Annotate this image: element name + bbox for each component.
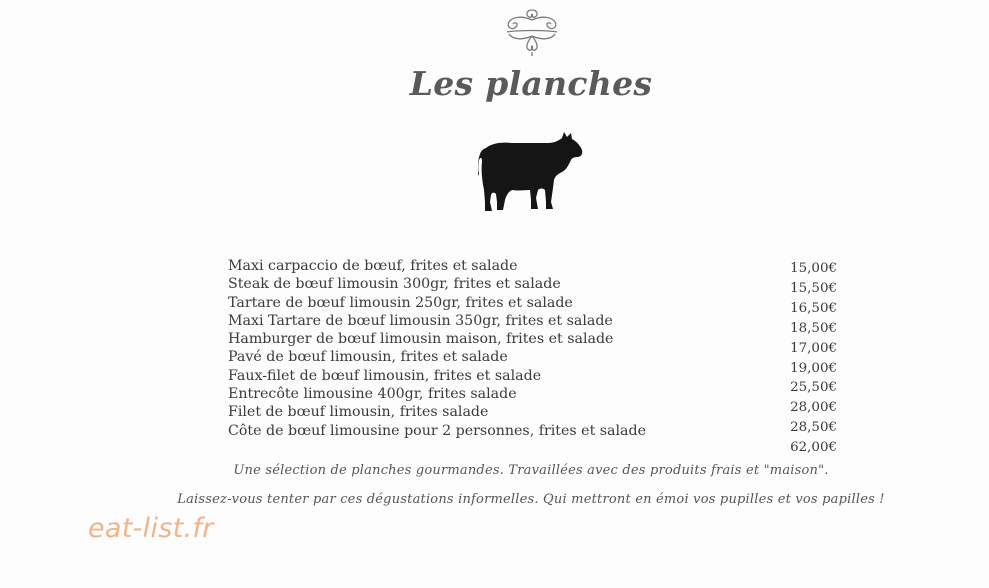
- menu-item-name: Côte de bœuf limousine pour 2 personnes, frites et salade: [228, 422, 646, 439]
- menu-item-name: Tartare de bœuf limousin 250gr, frites et salade: [228, 294, 573, 311]
- menu-item-price: 18,50€: [790, 320, 837, 336]
- menu-item-price: 16,50€: [790, 300, 837, 316]
- menu-item-price: 17,00€: [790, 340, 837, 356]
- menu-item-price: 62,00€: [790, 440, 837, 456]
- menu-item-name: Entrecôte limousine 400gr, frites salade: [228, 386, 517, 403]
- menu-item-price: 15,00€: [790, 261, 837, 276]
- flourish-ornament-icon: [503, 6, 561, 58]
- menu-item-price: 28,00€: [790, 400, 837, 416]
- menu-item-price: 15,50€: [790, 280, 837, 296]
- cow-silhouette-icon: [478, 130, 584, 214]
- menu-item-price: 19,00€: [790, 360, 837, 376]
- watermark-text: eat-list.fr: [88, 513, 214, 544]
- tagline-line-2: Laissez-vous tenter par ces dégustations informelles. Qui mettront en émoi vos pupilles et vos papilles !: [177, 492, 885, 507]
- menu-prices-list: [740, 259, 837, 458]
- menu-item-name: Filet de bœuf limousin, frites salade: [228, 404, 489, 421]
- menu-item-name: Hamburger de bœuf limousin maison, frites et salade: [228, 331, 614, 348]
- tagline-line-1: Une sélection de planches gourmandes. Travaillées avec des produits frais et "maison".: [233, 463, 829, 478]
- menu-items-list: [228, 257, 648, 440]
- menu-item-price: 28,50€: [790, 420, 837, 436]
- section-title: Les planches: [409, 64, 653, 103]
- menu-item-name: Pavé de bœuf limousin, frites et salade: [228, 349, 508, 366]
- menu-item-name: Maxi Tartare de bœuf limousin 350gr, frites et salade: [228, 312, 613, 329]
- menu-item-name: Faux-filet de bœuf limousin, frites et salade: [228, 367, 542, 384]
- menu-item-price: 25,50€: [790, 380, 837, 396]
- menu-item-name: Maxi carpaccio de bœuf, frites et salade: [228, 258, 518, 274]
- menu-item-name: Steak de bœuf limousin 300gr, frites et salade: [228, 276, 561, 293]
